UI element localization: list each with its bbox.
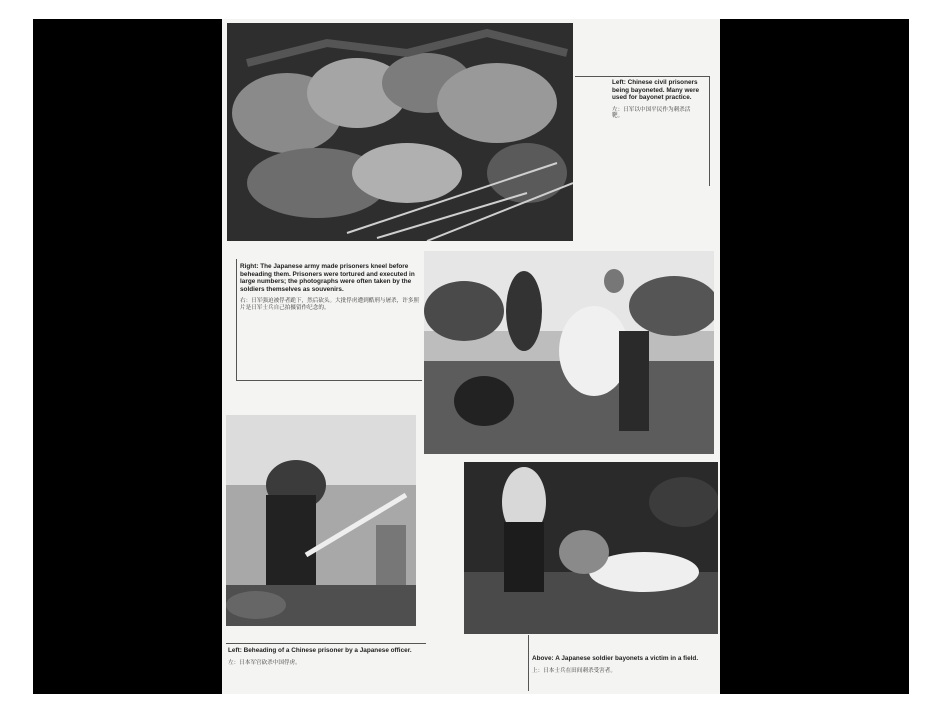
caption-rule (236, 380, 422, 381)
caption-rule (575, 76, 710, 77)
caption-middle-left (240, 263, 420, 316)
caption-top-right (612, 79, 700, 125)
caption-english: Above: A Japanese soldier bayonets a victim in a field. (532, 655, 699, 662)
caption-english: Right: The Japanese army made prisoners kneel before beheading them. Prisoners were tortured and executed in large numbers; the photographs were often taken by the soldiers themselves as souvenirs. (240, 263, 415, 293)
caption-english: Left: Beheading of a Chinese prisoner by a Japanese officer. (228, 647, 412, 654)
book-page (222, 19, 720, 694)
caption-chinese: 上：日本士兵在田间刺杀受害者。 (532, 667, 616, 674)
caption-rule (528, 635, 529, 691)
caption-rule (236, 259, 237, 381)
caption-chinese: 右：日军强迫被俘者跪下，然后砍头。大批俘虏遭到酷刑与屠杀，许多照片是日军士兵自己拍摄留作纪念的。 (240, 298, 420, 311)
caption-bottom-right (532, 655, 712, 679)
photo-beheading-field (424, 251, 714, 454)
photo-officer-sword (226, 415, 416, 626)
caption-rule (709, 76, 710, 186)
caption-chinese: 左：日本军官砍杀中国俘虏。 (228, 659, 301, 666)
caption-english: Left: Chinese civil prisoners being bayoneted. Many were used for bayonet practice. (612, 79, 700, 102)
photo-prisoners-bound (227, 23, 573, 241)
caption-rule (226, 643, 426, 644)
caption-chinese: 左：日军以中国平民作为刺杀活靶。 (612, 106, 691, 120)
caption-bottom-left (228, 647, 428, 671)
photo-victim-ground (464, 462, 718, 634)
